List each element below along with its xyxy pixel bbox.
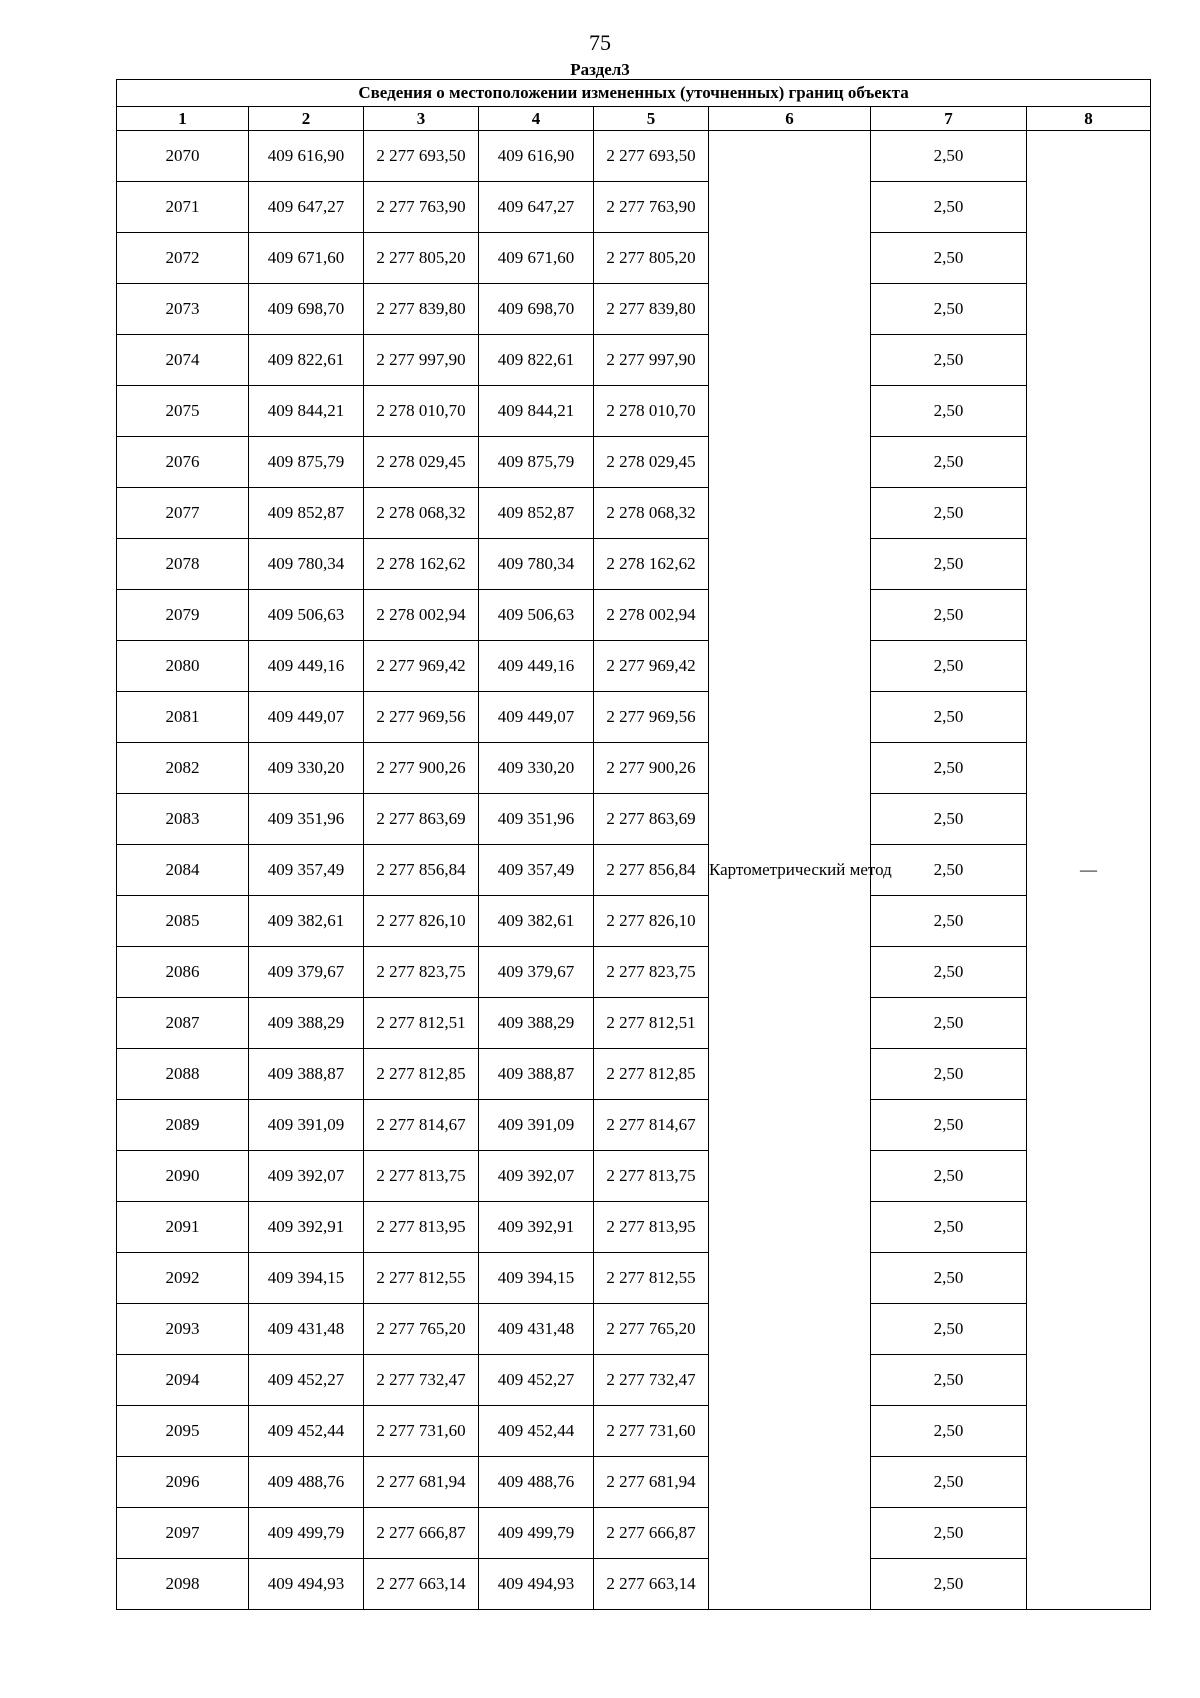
table-row	[117, 284, 1151, 335]
x-new-cell: 409 488,76	[479, 1457, 594, 1508]
point-number-cell: 2084	[117, 845, 249, 896]
note-cell: —	[1027, 131, 1151, 1610]
boundary-coordinates-table	[116, 79, 1151, 1610]
y-new-cell: 2 277 856,84	[594, 845, 709, 896]
y-old-cell: 2 277 763,90	[364, 182, 479, 233]
point-number-cell: 2091	[117, 1202, 249, 1253]
y-new-cell: 2 277 731,60	[594, 1406, 709, 1457]
x-new-cell: 409 698,70	[479, 284, 594, 335]
point-number-cell: 2095	[117, 1406, 249, 1457]
precision-cell: 2,50	[871, 131, 1027, 182]
y-new-cell: 2 277 997,90	[594, 335, 709, 386]
table-row	[117, 692, 1151, 743]
precision-cell: 2,50	[871, 1355, 1027, 1406]
point-number-cell: 2074	[117, 335, 249, 386]
x-new-cell: 409 392,91	[479, 1202, 594, 1253]
point-number-cell: 2083	[117, 794, 249, 845]
table-row	[117, 1049, 1151, 1100]
x-new-cell: 409 852,87	[479, 488, 594, 539]
precision-cell: 2,50	[871, 998, 1027, 1049]
y-new-cell: 2 277 813,95	[594, 1202, 709, 1253]
x-old-cell: 409 452,27	[249, 1355, 364, 1406]
x-old-cell: 409 844,21	[249, 386, 364, 437]
precision-cell: 2,50	[871, 1253, 1027, 1304]
x-new-cell: 409 351,96	[479, 794, 594, 845]
y-new-cell: 2 277 826,10	[594, 896, 709, 947]
x-new-cell: 409 382,61	[479, 896, 594, 947]
table-row	[117, 998, 1151, 1049]
x-old-cell: 409 780,34	[249, 539, 364, 590]
y-old-cell: 2 277 813,95	[364, 1202, 479, 1253]
x-old-cell: 409 449,16	[249, 641, 364, 692]
precision-cell: 2,50	[871, 1151, 1027, 1202]
table-row	[117, 131, 1151, 182]
point-number-cell: 2075	[117, 386, 249, 437]
y-new-cell: 2 277 814,67	[594, 1100, 709, 1151]
precision-cell: 2,50	[871, 947, 1027, 998]
y-new-cell: 2 278 162,62	[594, 539, 709, 590]
table-row	[117, 488, 1151, 539]
y-old-cell: 2 277 812,51	[364, 998, 479, 1049]
table-row	[117, 182, 1151, 233]
point-number-cell: 2070	[117, 131, 249, 182]
x-new-cell: 409 506,63	[479, 590, 594, 641]
y-new-cell: 2 277 812,55	[594, 1253, 709, 1304]
y-old-cell: 2 278 068,32	[364, 488, 479, 539]
point-number-cell: 2097	[117, 1508, 249, 1559]
point-number-cell: 2080	[117, 641, 249, 692]
x-new-cell: 409 499,79	[479, 1508, 594, 1559]
y-new-cell: 2 277 969,56	[594, 692, 709, 743]
point-number-cell: 2085	[117, 896, 249, 947]
precision-cell: 2,50	[871, 590, 1027, 641]
x-new-cell: 409 391,09	[479, 1100, 594, 1151]
x-old-cell: 409 394,15	[249, 1253, 364, 1304]
x-old-cell: 409 494,93	[249, 1559, 364, 1610]
page-number: 75	[589, 30, 611, 55]
point-number-cell: 2073	[117, 284, 249, 335]
y-old-cell: 2 277 812,85	[364, 1049, 479, 1100]
x-old-cell: 409 822,61	[249, 335, 364, 386]
y-new-cell: 2 277 693,50	[594, 131, 709, 182]
point-number-cell: 2087	[117, 998, 249, 1049]
y-old-cell: 2 277 681,94	[364, 1457, 479, 1508]
x-new-cell: 409 388,87	[479, 1049, 594, 1100]
table-row	[117, 1304, 1151, 1355]
table-row	[117, 386, 1151, 437]
x-old-cell: 409 671,60	[249, 233, 364, 284]
column-number: 8	[1027, 107, 1151, 131]
x-old-cell: 409 351,96	[249, 794, 364, 845]
point-number-cell: 2071	[117, 182, 249, 233]
table-row	[117, 233, 1151, 284]
table-row	[117, 590, 1151, 641]
point-number-cell: 2093	[117, 1304, 249, 1355]
x-new-cell: 409 449,16	[479, 641, 594, 692]
x-new-cell: 409 671,60	[479, 233, 594, 284]
y-new-cell: 2 277 681,94	[594, 1457, 709, 1508]
y-old-cell: 2 278 010,70	[364, 386, 479, 437]
column-number: 2	[249, 107, 364, 131]
table-row	[117, 743, 1151, 794]
y-old-cell: 2 277 813,75	[364, 1151, 479, 1202]
precision-cell: 2,50	[871, 182, 1027, 233]
point-number-cell: 2092	[117, 1253, 249, 1304]
x-new-cell: 409 494,93	[479, 1559, 594, 1610]
x-new-cell: 409 392,07	[479, 1151, 594, 1202]
precision-cell: 2,50	[871, 1304, 1027, 1355]
x-new-cell: 409 431,48	[479, 1304, 594, 1355]
precision-cell: 2,50	[871, 1100, 1027, 1151]
x-old-cell: 409 449,07	[249, 692, 364, 743]
x-new-cell: 409 388,29	[479, 998, 594, 1049]
y-old-cell: 2 277 997,90	[364, 335, 479, 386]
y-new-cell: 2 277 812,51	[594, 998, 709, 1049]
x-new-cell: 409 875,79	[479, 437, 594, 488]
y-new-cell: 2 277 863,69	[594, 794, 709, 845]
method-cell: Картометрический метод	[709, 131, 871, 1610]
x-new-cell: 409 844,21	[479, 386, 594, 437]
x-old-cell: 409 388,87	[249, 1049, 364, 1100]
x-old-cell: 409 379,67	[249, 947, 364, 998]
table-row	[117, 1100, 1151, 1151]
precision-cell: 2,50	[871, 437, 1027, 488]
y-new-cell: 2 277 812,85	[594, 1049, 709, 1100]
precision-cell: 2,50	[871, 1406, 1027, 1457]
x-old-cell: 409 488,76	[249, 1457, 364, 1508]
y-new-cell: 2 277 969,42	[594, 641, 709, 692]
table-row	[117, 641, 1151, 692]
y-new-cell: 2 277 823,75	[594, 947, 709, 998]
point-number-cell: 2077	[117, 488, 249, 539]
y-old-cell: 2 277 812,55	[364, 1253, 479, 1304]
point-number-cell: 2088	[117, 1049, 249, 1100]
point-number-cell: 2096	[117, 1457, 249, 1508]
table-row	[117, 539, 1151, 590]
x-new-cell: 409 452,44	[479, 1406, 594, 1457]
column-number-row	[117, 107, 1151, 131]
x-new-cell: 409 394,15	[479, 1253, 594, 1304]
y-old-cell: 2 277 863,69	[364, 794, 479, 845]
precision-cell: 2,50	[871, 641, 1027, 692]
precision-cell: 2,50	[871, 743, 1027, 794]
table-row	[117, 947, 1151, 998]
y-new-cell: 2 277 805,20	[594, 233, 709, 284]
x-old-cell: 409 452,44	[249, 1406, 364, 1457]
column-number: 5	[594, 107, 709, 131]
precision-cell: 2,50	[871, 284, 1027, 335]
table-row	[117, 1151, 1151, 1202]
y-new-cell: 2 277 900,26	[594, 743, 709, 794]
x-old-cell: 409 852,87	[249, 488, 364, 539]
x-old-cell: 409 357,49	[249, 845, 364, 896]
precision-cell: 2,50	[871, 488, 1027, 539]
table-row	[117, 1457, 1151, 1508]
y-old-cell: 2 277 666,87	[364, 1508, 479, 1559]
precision-cell: 2,50	[871, 1457, 1027, 1508]
y-old-cell: 2 278 162,62	[364, 539, 479, 590]
precision-cell: 2,50	[871, 233, 1027, 284]
x-old-cell: 409 499,79	[249, 1508, 364, 1559]
column-number: 3	[364, 107, 479, 131]
table-row	[117, 1559, 1151, 1610]
precision-cell: 2,50	[871, 539, 1027, 590]
y-new-cell: 2 278 010,70	[594, 386, 709, 437]
point-number-cell: 2094	[117, 1355, 249, 1406]
y-new-cell: 2 277 813,75	[594, 1151, 709, 1202]
y-new-cell: 2 277 663,14	[594, 1559, 709, 1610]
point-number-cell: 2090	[117, 1151, 249, 1202]
precision-cell: 2,50	[871, 794, 1027, 845]
x-old-cell: 409 431,48	[249, 1304, 364, 1355]
point-number-cell: 2089	[117, 1100, 249, 1151]
table-row	[117, 896, 1151, 947]
x-new-cell: 409 780,34	[479, 539, 594, 590]
precision-cell: 2,50	[871, 1559, 1027, 1610]
table-row	[117, 335, 1151, 386]
point-number-cell: 2078	[117, 539, 249, 590]
y-old-cell: 2 277 900,26	[364, 743, 479, 794]
y-old-cell: 2 277 839,80	[364, 284, 479, 335]
section-title: Раздел3	[570, 60, 630, 79]
table-row	[117, 1355, 1151, 1406]
table-row	[117, 845, 1151, 896]
y-new-cell: 2 277 839,80	[594, 284, 709, 335]
x-new-cell: 409 357,49	[479, 845, 594, 896]
point-number-cell: 2082	[117, 743, 249, 794]
table-row	[117, 1508, 1151, 1559]
y-old-cell: 2 277 823,75	[364, 947, 479, 998]
x-old-cell: 409 388,29	[249, 998, 364, 1049]
y-old-cell: 2 277 663,14	[364, 1559, 479, 1610]
precision-cell: 2,50	[871, 1049, 1027, 1100]
table-row	[117, 1202, 1151, 1253]
x-old-cell: 409 616,90	[249, 131, 364, 182]
point-number-cell: 2072	[117, 233, 249, 284]
table-caption: Сведения о местоположении измененных (уточненных) границ объекта	[117, 80, 1151, 107]
y-old-cell: 2 277 693,50	[364, 131, 479, 182]
y-old-cell: 2 278 002,94	[364, 590, 479, 641]
x-new-cell: 409 647,27	[479, 182, 594, 233]
column-number: 4	[479, 107, 594, 131]
y-old-cell: 2 277 765,20	[364, 1304, 479, 1355]
point-number-cell: 2076	[117, 437, 249, 488]
column-number: 1	[117, 107, 249, 131]
y-old-cell: 2 277 856,84	[364, 845, 479, 896]
precision-cell: 2,50	[871, 386, 1027, 437]
x-new-cell: 409 822,61	[479, 335, 594, 386]
x-old-cell: 409 647,27	[249, 182, 364, 233]
y-new-cell: 2 277 666,87	[594, 1508, 709, 1559]
y-old-cell: 2 278 029,45	[364, 437, 479, 488]
table-body	[117, 131, 1151, 1610]
y-old-cell: 2 277 732,47	[364, 1355, 479, 1406]
y-old-cell: 2 277 731,60	[364, 1406, 479, 1457]
x-new-cell: 409 449,07	[479, 692, 594, 743]
y-old-cell: 2 277 805,20	[364, 233, 479, 284]
x-old-cell: 409 875,79	[249, 437, 364, 488]
x-new-cell: 409 379,67	[479, 947, 594, 998]
x-new-cell: 409 616,90	[479, 131, 594, 182]
x-old-cell: 409 392,91	[249, 1202, 364, 1253]
x-old-cell: 409 330,20	[249, 743, 364, 794]
y-new-cell: 2 278 029,45	[594, 437, 709, 488]
precision-cell: 2,50	[871, 1202, 1027, 1253]
point-number-cell: 2086	[117, 947, 249, 998]
column-number: 6	[709, 107, 871, 131]
column-number: 7	[871, 107, 1027, 131]
point-number-cell: 2079	[117, 590, 249, 641]
x-old-cell: 409 391,09	[249, 1100, 364, 1151]
x-old-cell: 409 698,70	[249, 284, 364, 335]
y-new-cell: 2 278 002,94	[594, 590, 709, 641]
precision-cell: 2,50	[871, 845, 1027, 896]
precision-cell: 2,50	[871, 692, 1027, 743]
table-row	[117, 437, 1151, 488]
x-old-cell: 409 382,61	[249, 896, 364, 947]
table-row	[117, 1406, 1151, 1457]
table-row	[117, 1253, 1151, 1304]
y-new-cell: 2 277 732,47	[594, 1355, 709, 1406]
x-new-cell: 409 452,27	[479, 1355, 594, 1406]
y-old-cell: 2 277 969,56	[364, 692, 479, 743]
point-number-cell: 2081	[117, 692, 249, 743]
point-number-cell: 2098	[117, 1559, 249, 1610]
y-new-cell: 2 277 763,90	[594, 182, 709, 233]
precision-cell: 2,50	[871, 335, 1027, 386]
precision-cell: 2,50	[871, 1508, 1027, 1559]
y-old-cell: 2 277 814,67	[364, 1100, 479, 1151]
x-old-cell: 409 506,63	[249, 590, 364, 641]
precision-cell: 2,50	[871, 896, 1027, 947]
x-new-cell: 409 330,20	[479, 743, 594, 794]
x-old-cell: 409 392,07	[249, 1151, 364, 1202]
y-new-cell: 2 277 765,20	[594, 1304, 709, 1355]
y-new-cell: 2 278 068,32	[594, 488, 709, 539]
y-old-cell: 2 277 826,10	[364, 896, 479, 947]
table-row	[117, 794, 1151, 845]
y-old-cell: 2 277 969,42	[364, 641, 479, 692]
